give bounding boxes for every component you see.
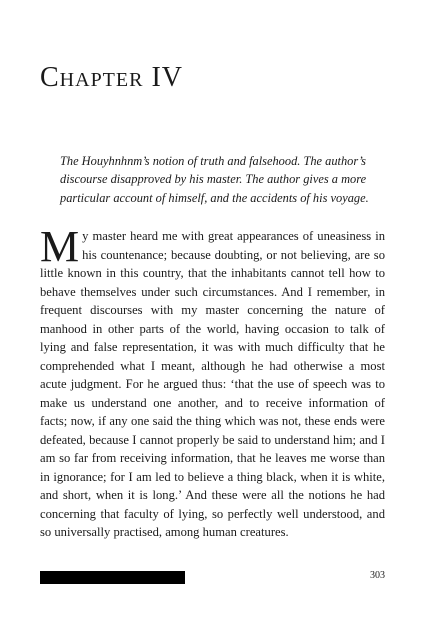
drop-cap: M bbox=[40, 222, 80, 271]
chapter-title: Chapter IV bbox=[40, 62, 184, 93]
redaction-bar bbox=[40, 571, 185, 584]
body-paragraph bbox=[40, 222, 385, 542]
chapter-summary: The Houyhnhnm’s notion of truth and falsehood. The author’s discourse disapproved by his master. The author gives a more particular account of himself, and the accidents of his voyage. bbox=[60, 154, 369, 205]
body-text: y master heard me with great appearances of uneasiness in his countenance; because doubting, or not believing, are so little known in this country, that the inhabitants cannot tell how to behave themselves under such circumstances. And I remember, in frequent discourses with my master concerning the nature of manhood in other parts of the world, having occasion to talk of lying and false representation, it was with much difficulty that he comprehended what I meant, although he had otherwise a most acute judgment. For he argued thus: ‘that the use of speech was to make us understand one another, and to receive information of facts; now, if any one said the thing which was not, these ends were defeated, because I cannot properly be said to understand him; and I am so far from receiving information, that he leaves me worse than in ignorance; for I am led to believe a thing black, when it is white, and short, when it is long.’ And these were all the notions he had concerning that faculty of lying, so perfectly well understood, and so universally practised, among human creatures. bbox=[40, 229, 385, 539]
page-number: 303 bbox=[370, 570, 385, 581]
